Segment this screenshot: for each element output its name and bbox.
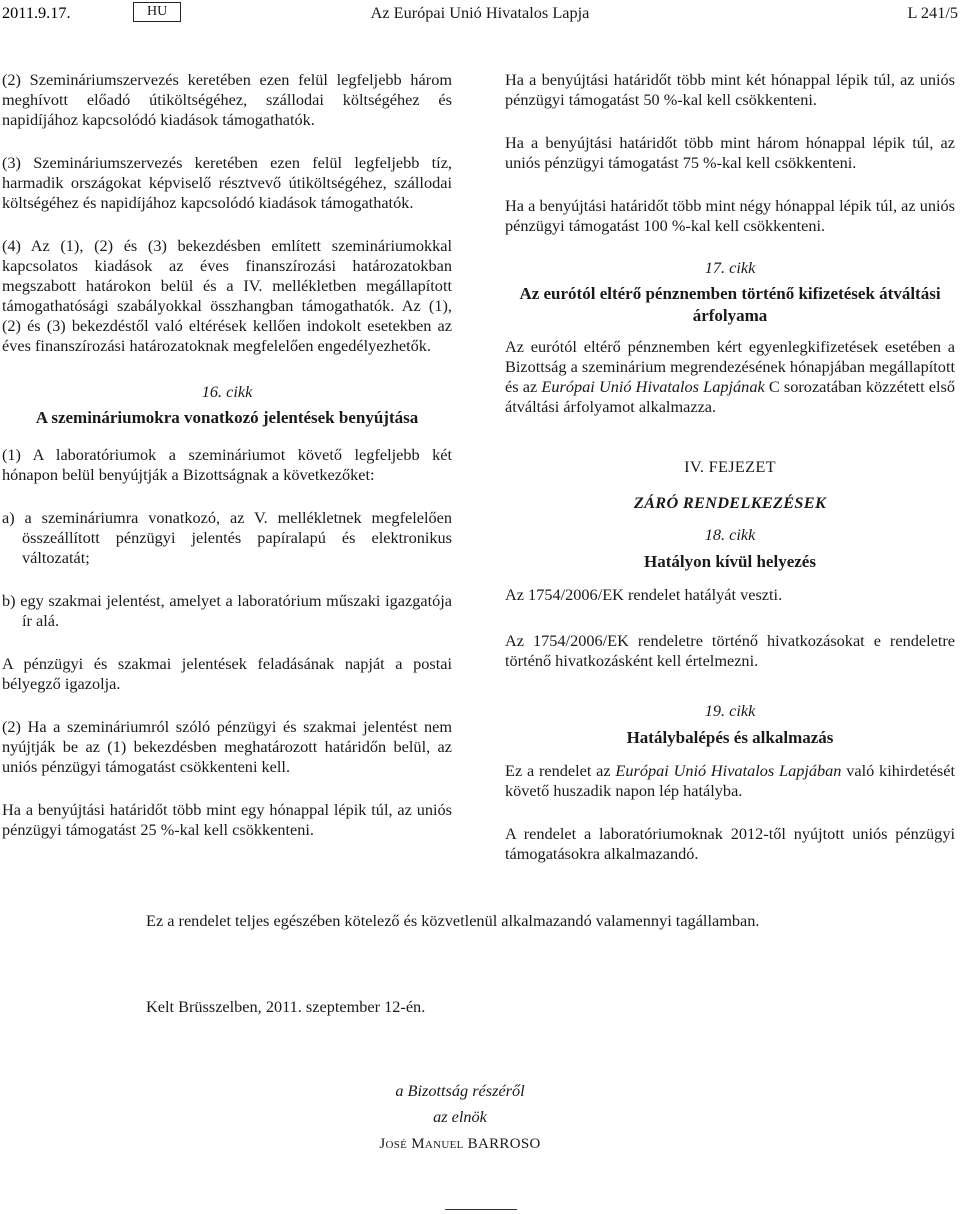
- references-paragraph: Az 1754/2006/EK rendeletre történő hivatkozásokat e rendeletre történő hivatkozásként kell értelmezni.: [505, 631, 955, 670]
- article-17-title: Az eurótól eltérő pénznemben történő kifizetések átváltási árfolyama: [519, 284, 941, 325]
- chapter-title: ZÁRÓ RENDELKEZÉSEK: [633, 493, 827, 512]
- chapter-number: IV. FEJEZET: [684, 457, 776, 476]
- repeal-paragraph: Az 1754/2006/EK rendelet hatályát veszti.: [505, 585, 783, 604]
- article-19-title: Hatálybalépés és alkalmazás: [626, 728, 834, 747]
- article-16-para-1: (1) A laboratóriumok a szemináriumot követő legfeljebb két hónapon belül benyújtják a Bizottságnak a következőket:: [2, 445, 452, 484]
- article-18-title: Hatályon kívül helyezés: [644, 552, 816, 571]
- paragraph-3: (3) Szemináriumszervezés keretében ezen felül legfeljebb tíz, harmadik országokat képviselő résztvevő útiköltségéhez, szállodai költségéhez és napidíjához kapcsolódó kiadások támogathatók.: [2, 153, 452, 212]
- signatory-role: az elnök: [433, 1107, 487, 1126]
- reduction-50-paragraph: Ha a benyújtási határidőt több mint két hónappal lépik túl, az uniós pénzügyi támogatást 50 %-kal kell csökkenteni.: [505, 70, 955, 109]
- postmark-paragraph: A pénzügyi és szakmai jelentések feladásának napját a postai bélyegző igazolja.: [2, 654, 452, 693]
- article-16-para-2: (2) Ha a szemináriumról szóló pénzügyi és szakmai jelentést nem nyújtják be az (1) bekezdésben meghatározott határidőn belül, az uniós pénzügyi támogatást csökkenteni kell.: [2, 717, 452, 776]
- article-17-number: 17. cikk: [704, 258, 756, 277]
- article-16-number: 16. cikk: [201, 382, 253, 401]
- article-19-number: 19. cikk: [704, 701, 756, 720]
- journal-title: Az Európai Unió Hivatalos Lapja: [370, 3, 590, 22]
- article-18-number: 18. cikk: [704, 525, 756, 544]
- reduction-25-paragraph: Ha a benyújtási határidőt több mint egy hónappal lépik túl, az uniós pénzügyi támogatást 25 %-kal kell csökkenteni.: [2, 800, 452, 839]
- article-16-title: A szemináriumokra vonatkozó jelentések benyújtása: [35, 408, 419, 427]
- list-item-b: b) egy szakmai jelentést, amelyet a laboratórium műszaki igazgatója ír alá.: [2, 591, 452, 630]
- page-header: [0, 0, 960, 26]
- right-column: [505, 70, 955, 864]
- end-rule: [445, 1209, 517, 1210]
- signatory-name: José Manuel BARROSO: [379, 1136, 541, 1152]
- place-and-date: Kelt Brüsszelben, 2011. szeptember 12-én.: [146, 997, 426, 1016]
- article-17-paragraph: Az eurótól eltérő pénznemben kért egyenlegkifizetések esetében a Bizottság a szeminárium megrendezésének hónapjában megállapított és az Európai Unió Hivatalos Lapjának C sorozatában közzétett első átváltási árfolyamot alkalmazza.: [505, 337, 956, 416]
- left-column: [2, 70, 452, 840]
- paragraph-2: (2) Szemináriumszervezés keretében ezen felül legfeljebb három meghívott előadó útiköltségéhez, szállodai költségéhez és napidíjához kapcsolódó kiadások támogathatók.: [2, 70, 452, 129]
- application-paragraph: A rendelet a laboratóriumoknak 2012-től nyújtott uniós pénzügyi támogatásokra alkalmazandó.: [505, 824, 955, 863]
- entry-into-force-paragraph: Ez a rendelet az Európai Unió Hivatalos Lapjában való kihirdetését követő huszadik napon lép hatályba.: [505, 761, 956, 800]
- signatory-authority: a Bizottság részéről: [395, 1081, 525, 1100]
- language-badge: HU: [133, 2, 181, 22]
- paragraph-4: (4) Az (1), (2) és (3) bekezdésben említett szemináriumokkal kapcsolatos kiadások az éves finanszírozási határozatokban megszabott határokon belül és a IV. mellékletben megállapított támogathatósági szabályokkal összhangban támogathatók. Az (1), (2) és (3) bekezdéstől való eltérések kellően indokolt esetekben az éves finanszírozási határozatoknak megfelelően engedélyezhetők.: [2, 236, 452, 355]
- reduction-100-paragraph: Ha a benyújtási határidőt több mint négy hónappal lépik túl, az uniós pénzügyi támogatást 100 %-kal kell csökkenteni.: [505, 196, 955, 235]
- reduction-75-paragraph: Ha a benyújtási határidőt több mint három hónappal lépik túl, az uniós pénzügyi támogatást 75 %-kal kell csökkenteni.: [505, 133, 955, 172]
- publication-date: 2011.9.17.: [2, 3, 71, 22]
- binding-statement: Ez a rendelet teljes egészében kötelező és közvetlenül alkalmazandó valamennyi tagállamban.: [146, 911, 760, 930]
- page-number: L 241/5: [907, 3, 958, 22]
- list-item-a: a) a szemináriumra vonatkozó, az V. mellékletnek megfelelően összeállított pénzügyi jelentés papíralapú és elektronikus változatát;: [2, 508, 452, 567]
